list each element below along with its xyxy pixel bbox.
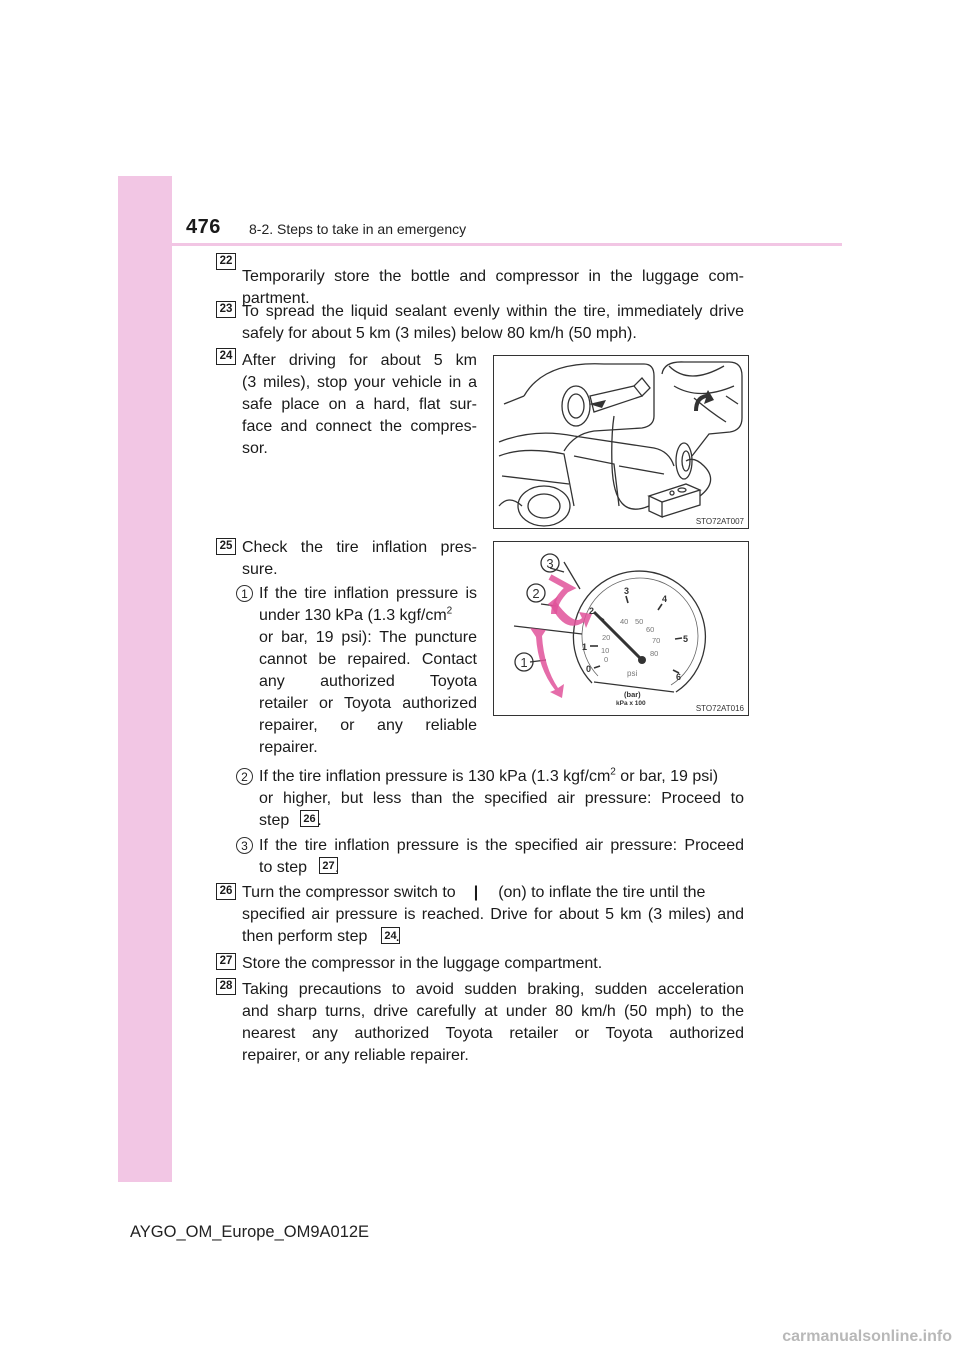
step-number-24: 24	[216, 348, 236, 365]
step-24-line-3: safe place on a hard, flat sur-	[242, 396, 477, 413]
step-ref-26: 26	[300, 810, 319, 827]
step-26-line-1: Turn the compressor switch to | (on) to inflate the tire until the	[242, 884, 706, 901]
case-1-text	[259, 583, 477, 759]
step-26-text	[242, 882, 744, 948]
case-3-line-1: If the tire inflation pressure is the specified air pressure: Proceed	[259, 837, 744, 854]
pressure-gauge-drawing	[494, 542, 747, 714]
step-23-line-1: To spread the liquid sealant evenly within the tire, immediately drive	[242, 303, 744, 320]
kpa-unit-label: kPa x 100	[616, 700, 646, 707]
case-1-line-3: or bar, 19 psi): The puncture	[259, 629, 477, 646]
step-24-line-2: (3 miles), stop your vehicle in a	[242, 374, 477, 391]
bar-tick-1: 1	[582, 642, 588, 652]
compressor-connection-figure	[493, 355, 749, 529]
bar-tick-3: 3	[624, 586, 630, 596]
step-22-line-2: partment.	[242, 290, 310, 307]
header-rule	[172, 243, 842, 246]
section-title: 8-2. Steps to take in an emergency	[249, 221, 467, 237]
case-2-line-2: or higher, but less than the specified air pressure: Proceed to	[259, 790, 744, 807]
psi-tick-60: 60	[646, 625, 655, 634]
pressure-gauge-figure	[493, 541, 749, 716]
case-3-line-2: to step .	[259, 859, 340, 876]
step-24-line-1: After driving for about 5 km	[242, 352, 477, 369]
step-ref-24: 24	[381, 927, 400, 944]
step-26-line-2: specified air pressure is reached. Drive for about 5 km (3 miles) and	[242, 906, 744, 923]
step-23-text	[242, 301, 744, 345]
bar-tick-4: 4	[662, 594, 668, 604]
compressor-connection-drawing	[494, 356, 747, 527]
psi-tick-50: 50	[635, 617, 644, 626]
step-number-28: 28	[216, 978, 236, 995]
step-28-line-1: Taking precautions to avoid sudden braking, sudden acceleration	[242, 981, 744, 998]
step-25-text	[242, 537, 477, 581]
step-27-line-1: Store the compressor in the luggage compartment.	[242, 955, 603, 972]
gauge-callout-1: 1	[520, 655, 528, 670]
bar-tick-0: 0	[586, 664, 592, 674]
step-23-line-2: safely for about 5 km (3 miles) below 80 km/h (50 mph).	[242, 325, 637, 342]
side-tab-band	[118, 176, 172, 1182]
case-2-line-1: If the tire inflation pressure is 130 kPa (1.3 kgf/$cm^2$ or bar, 19 psi)	[259, 766, 719, 785]
figure-code-2: STO72AT016	[695, 704, 744, 713]
step-24-line-5: sor.	[242, 440, 268, 457]
step-22-line-1: Temporarily store the bottle and compressor in the luggage com-	[242, 268, 744, 285]
step-number-26: 26	[216, 883, 236, 900]
psi-tick-40: 40	[620, 617, 629, 626]
step-number-23: 23	[216, 301, 236, 318]
figure-code-1: STO72AT007	[695, 517, 744, 526]
watermark: carmanualsonline.info	[782, 1328, 952, 1345]
bar-tick-5: 5	[683, 634, 689, 644]
case-2-text	[259, 766, 744, 832]
case-2-line-3: step .	[259, 812, 322, 829]
psi-tick-20: 20	[602, 633, 611, 642]
gauge-callout-3: 3	[546, 556, 554, 571]
power-switch-symbol: |	[473, 884, 479, 901]
step-number-22: 22	[216, 253, 236, 270]
psi-unit-label: psi	[627, 669, 638, 678]
step-25-line-1: Check the tire inflation pres-	[242, 539, 477, 556]
case-marker-2: 2	[236, 768, 253, 785]
case-1-line-1: If the tire inflation pressure is	[259, 585, 477, 602]
step-24-line-4: face and connect the compres-	[242, 418, 477, 435]
psi-tick-10: 10	[601, 646, 610, 655]
step-24-text	[242, 350, 477, 460]
document-footer-id: AYGO_OM_Europe_OM9A012E	[130, 1223, 370, 1241]
step-25-line-2: sure.	[242, 561, 278, 578]
case-marker-1: 1	[236, 585, 253, 602]
case-1-line-4: cannot be repaired. Contact	[259, 651, 477, 668]
gauge-callout-2: 2	[532, 586, 540, 601]
psi-tick-80: 80	[650, 649, 659, 658]
bar-tick-2: 2	[589, 606, 595, 616]
step-28-line-3: nearest any authorized Toyota retailer or Toyota authorized	[242, 1025, 744, 1042]
case-1-line-6: retailer or Toyota authorized	[259, 695, 477, 712]
psi-tick-70: 70	[652, 636, 661, 645]
step-number-25: 25	[216, 538, 236, 555]
case-marker-3: 3	[236, 837, 253, 854]
case-1-line-8: repairer.	[259, 739, 318, 756]
step-28-line-2: and sharp turns, drive carefully at under 80 km/h (50 mph) to the	[242, 1003, 744, 1020]
step-26-line-3: then perform step .	[242, 928, 400, 945]
psi-tick-0: 0	[604, 655, 609, 664]
step-number-27: 27	[216, 953, 236, 970]
step-ref-27: 27	[319, 857, 338, 874]
step-28-line-4: repairer, or any reliable repairer.	[242, 1047, 469, 1064]
bar-tick-6: 6	[676, 672, 682, 682]
step-28-text	[242, 979, 744, 1067]
case-1-line-5: any authorized Toyota	[259, 673, 477, 690]
case-1-line-2: under 130 kPa (1.3 kgf/$cm^2$	[259, 605, 453, 624]
case-1-line-7: repairer, or any reliable	[259, 717, 477, 734]
bar-unit-label: (bar)	[624, 690, 641, 699]
page-number: 476	[186, 216, 221, 238]
step-27-text	[242, 953, 744, 975]
